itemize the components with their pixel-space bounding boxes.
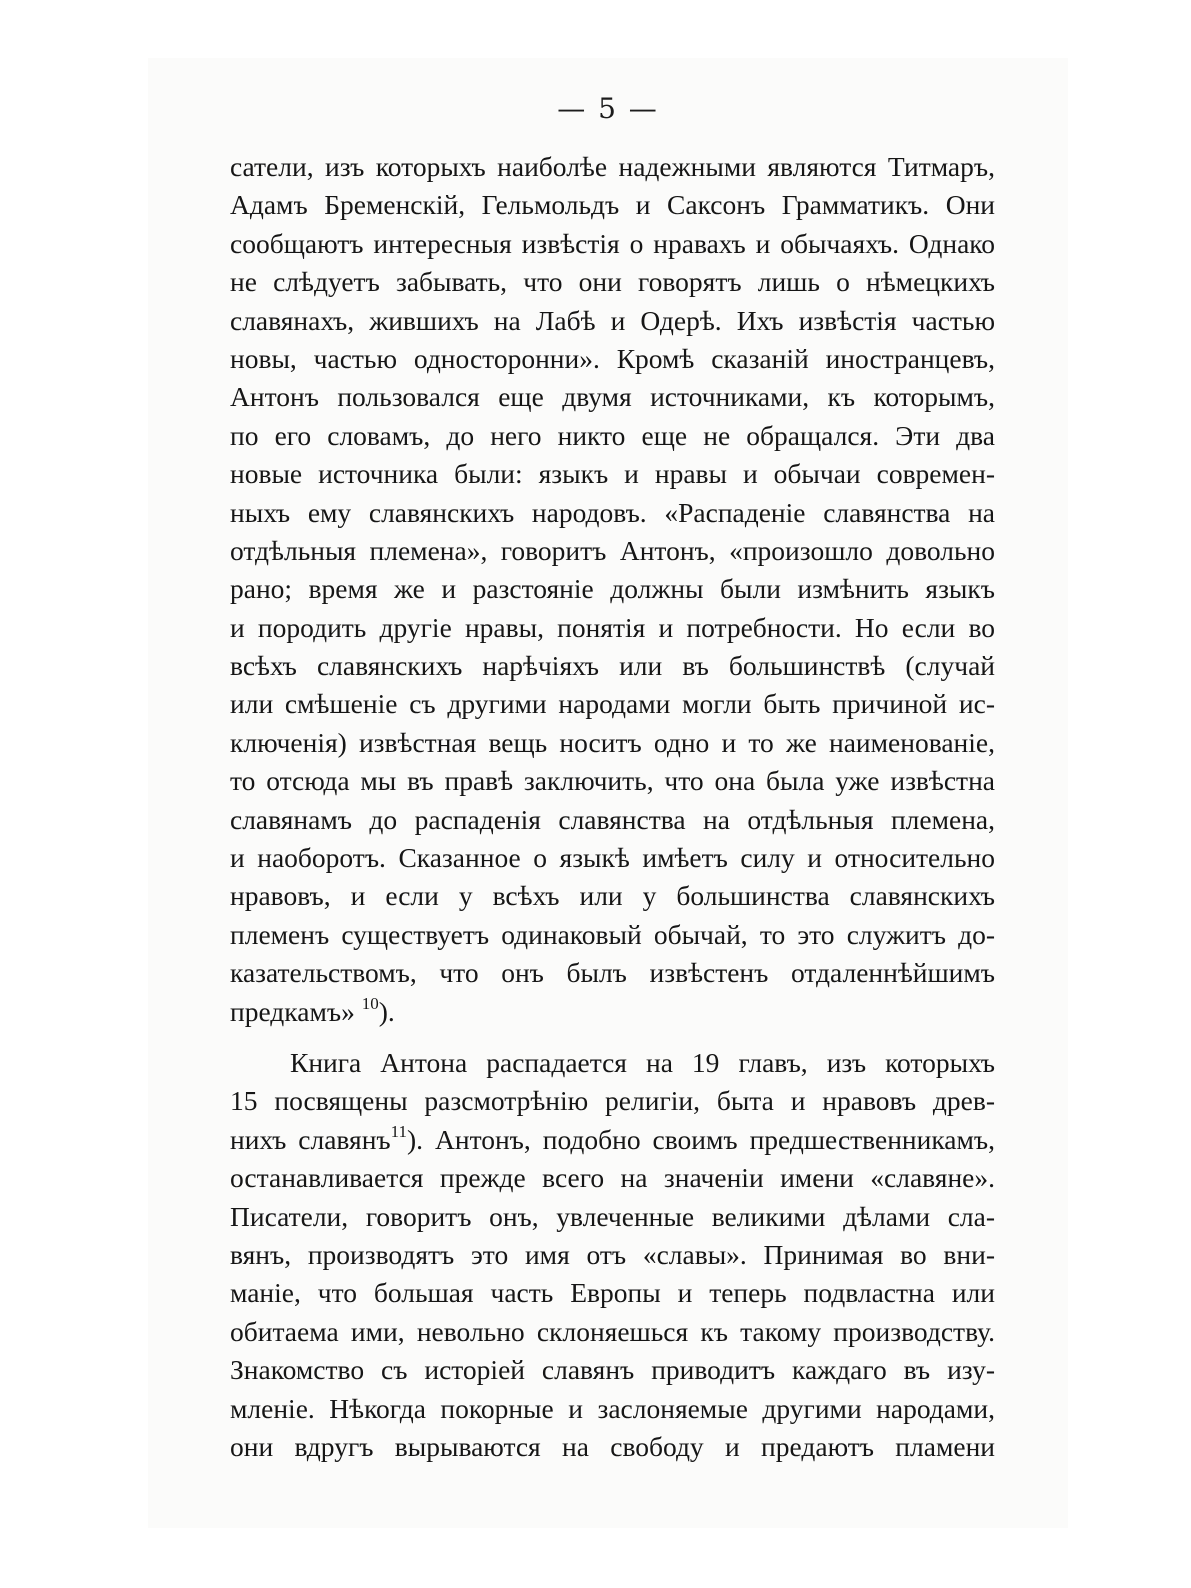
text-line: сообщаютъ интересныя извѣстія о нравахъ и обычаяхъ. Однако [230, 227, 995, 259]
text-line: казательствомъ, что онъ былъ извѣстенъ отдаленнѣйшимъ [230, 957, 995, 989]
line-text: нихъ славянъ [230, 1123, 391, 1155]
text-line: отдѣльныя племена», говоритъ Антонъ, «произошло довольно [230, 534, 995, 566]
text-line: обитаема ими, невольно склоняешься къ такому производству. [230, 1315, 995, 1347]
text-line: племенъ существуетъ одинаковый обычай, то это служитъ до- [230, 918, 995, 950]
footnote-ref-11: 11 [390, 1121, 408, 1141]
text-line: сатели, изъ которыхъ наиболѣе надежными являются Титмаръ, [230, 151, 995, 182]
text-line: или смѣшеніе съ другими народами могли быть причиной ис- [230, 688, 995, 720]
text-line: 15 посвящены разсмотрѣнію религіи, быта и нравовъ древ- [230, 1085, 995, 1117]
text-line: рано; время же и разстояніе должны были измѣнить языкъ [230, 573, 995, 605]
paragraph [230, 148, 995, 1031]
text-line [230, 993, 995, 1031]
text-line: и наоборотъ. Сказанное о языкѣ имѣетъ силу и относительно [230, 842, 995, 874]
text-line: нравовъ, и если у всѣхъ или у большинства славянскихъ [230, 880, 995, 912]
text-line: Адамъ Бременскій, Гельмольдъ и Саксонъ Грамматикъ. Они [230, 189, 995, 221]
text-line: и породить другіе нравы, понятія и потребности. Но если во [230, 611, 995, 643]
text-line: они вдругъ вырываются на свободу и предаютъ пламени [230, 1430, 995, 1462]
text-line: останавливается прежде всего на значеніи имени «славяне». [230, 1162, 995, 1194]
book-page [148, 58, 1068, 1528]
text-line: новые источника были: языкъ и нравы и обычаи современ- [230, 458, 995, 490]
text-line: новы, частью односторонни». Кромѣ сказаній иностранцевъ, [230, 342, 995, 374]
text-line: вянъ, производятъ это имя отъ «славы». Принимая во вни- [230, 1238, 995, 1270]
line-text: ). [378, 995, 395, 1027]
line-text: предкамъ» [230, 995, 362, 1027]
text-line: не слѣдуетъ забывать, что они говорятъ лишь о нѣмецкихъ [230, 266, 995, 298]
text-line: Книга Антона распадается на 19 главъ, изъ которыхъ [290, 1046, 995, 1078]
text-line: по его словамъ, до него никто еще не обращался. Эти два [230, 419, 995, 451]
text-line: то отсюда мы въ правѣ заключить, что она была уже извѣстна [230, 765, 995, 797]
text-line: Писатели, говоритъ онъ, увлеченные великими дѣлами сла- [230, 1200, 995, 1232]
text-line: Знакомство съ исторіей славянъ приводитъ каждаго въ изу- [230, 1354, 995, 1386]
text-line: славянахъ, жившихъ на Лабѣ и Одерѣ. Ихъ извѣстія частью [230, 304, 995, 336]
text-line [230, 1121, 995, 1159]
text-line: ныхъ ему славянскихъ народовъ. «Распаденіе славянства на [230, 496, 995, 528]
text-line: славянамъ до распаденія славянства на отдѣльныя племена, [230, 803, 995, 835]
text-line: всѣхъ славянскихъ нарѣчіяхъ или въ большинствѣ (случай [230, 650, 995, 682]
paragraph [230, 1044, 995, 1466]
page-number: — 5 — [557, 92, 659, 125]
line-text: ). Антонъ, подобно своимъ предшественникамъ, [407, 1123, 995, 1155]
text-line: маніе, что большая часть Европы и теперь подвластна или [230, 1277, 995, 1309]
body-text [230, 148, 995, 1466]
footnote-ref-10: 10 [361, 993, 379, 1013]
text-line: Антонъ пользовался еще двумя источниками, къ которымъ, [230, 381, 995, 413]
text-line: мленіе. Нѣкогда покорные и заслоняемые другими народами, [230, 1392, 995, 1424]
text-line: ключенія) извѣстная вещь носитъ одно и то же наименованіе, [230, 726, 995, 758]
